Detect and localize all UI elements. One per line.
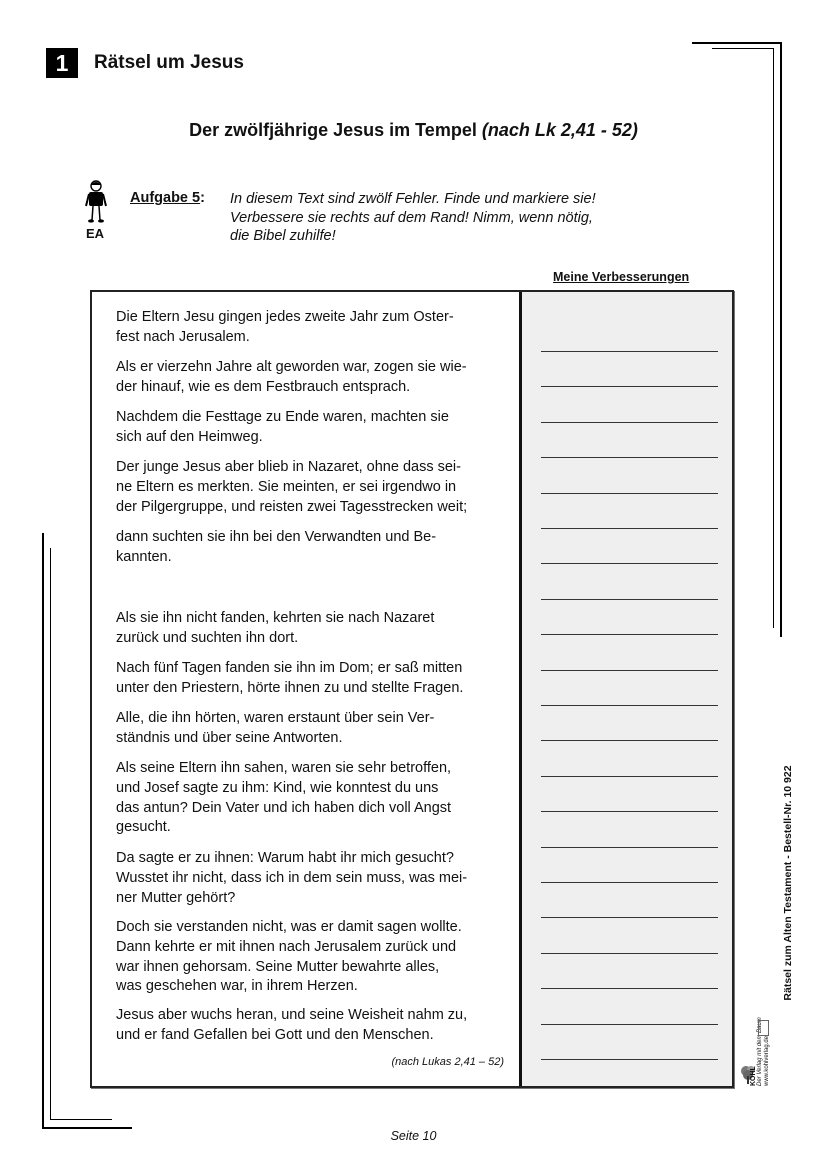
task-label-colon: : (200, 190, 205, 206)
answer-line[interactable] (541, 493, 718, 494)
answer-line[interactable] (541, 599, 718, 600)
publisher-brand: KOHL (750, 1066, 757, 1086)
ea-label: EA (86, 226, 105, 241)
answer-line[interactable] (541, 1024, 718, 1025)
text-paragraph (116, 1006, 510, 1046)
publisher-url: www.kohlverlag.de (764, 1035, 770, 1086)
answer-line[interactable] (541, 386, 718, 387)
chapter-title: Rätsel um Jesus (94, 52, 244, 73)
text-line: und er fand Gefallen bei Gott und den Menschen. (116, 1026, 434, 1043)
text-paragraph (116, 358, 510, 398)
badge-icon (758, 1020, 769, 1036)
text-line: ne Eltern es merkten. Sie meinten, er sei irgendwo in (116, 478, 457, 495)
answer-line[interactable] (541, 705, 718, 706)
text-line: Nachdem die Festtage zu Ende waren, machten sie (116, 409, 449, 425)
text-paragraph (116, 709, 510, 749)
answer-line[interactable] (541, 670, 718, 671)
text-paragraph (116, 528, 510, 568)
corrections-heading: Meine Verbesserungen (553, 270, 690, 284)
child-figure-icon (84, 180, 108, 224)
source-note: (nach Lukas 2,41 – 52) (391, 1056, 504, 1068)
answer-line[interactable] (541, 953, 718, 954)
text-line: der Pilgergruppe, und reisten zwei Tagesstrecken weit; (116, 498, 468, 515)
publisher-tagline: Der Verlag mit dem Baum (757, 1017, 763, 1086)
text-line: und Josef sagte zu ihm: Kind, wie konntest du uns (116, 779, 439, 796)
task-instruction-line: die Bibel zuhilfe! (230, 228, 336, 244)
answer-line[interactable] (541, 634, 718, 635)
answer-line[interactable] (541, 1059, 718, 1060)
text-line: war ihnen gehorsam. Seine Mutter bewahrte alles, (116, 958, 440, 975)
text-line: das antun? Dein Vater und ich haben dich voll Angst (116, 799, 452, 816)
text-line: sich auf den Heimweg. (116, 428, 263, 445)
text-line: Jesus aber wuchs heran, und seine Weisheit nahm zu, (116, 1007, 468, 1023)
text-paragraph (116, 609, 510, 649)
task-label-text: Aufgabe 5 (130, 190, 201, 206)
text-line: Der junge Jesus aber blieb in Nazaret, ohne dass sei- (116, 459, 461, 475)
answer-line[interactable] (541, 740, 718, 741)
task-instruction-line: Verbessere sie rechts auf dem Rand! Nimm, wenn nötig, (230, 209, 593, 226)
text-line: Nach fünf Tagen fanden sie ihn im Dom; er saß mitten (116, 660, 463, 676)
text-line: Wusstet ihr nicht, dass ich in dem sein muss, was mei- (116, 869, 468, 886)
answer-line[interactable] (541, 811, 718, 812)
text-paragraph (116, 659, 510, 699)
text-paragraph (116, 849, 510, 908)
answer-line[interactable] (541, 882, 718, 883)
text-paragraph (116, 918, 510, 997)
text-line: zurück und suchten ihn dort. (116, 629, 299, 646)
text-line: der hinauf, wie es dem Festbrauch entsprach. (116, 378, 411, 395)
text-line: fest nach Jerusalem. (116, 328, 250, 345)
frame-line (712, 48, 774, 49)
text-line: ständnis und über seine Antworten. (116, 729, 343, 746)
text-line: dann suchten sie ihn bei den Verwandten und Be- (116, 529, 437, 545)
text-paragraph (116, 458, 510, 517)
worksheet-title (0, 120, 827, 141)
text-paragraph (116, 408, 510, 448)
text-line: was geschehen war, in ihrem Herzen. (116, 978, 358, 995)
frame-line (692, 42, 782, 44)
side-publication-text: Rätsel zum Alten Testament - Bestell-Nr. 10 922 (782, 765, 794, 1001)
text-line: Da sagte er zu ihnen: Warum habt ihr mich gesucht? (116, 850, 454, 866)
text-line: Als er vierzehn Jahre alt geworden war, zogen sie wie- (116, 359, 467, 375)
worksheet-title-main: Der zwölfjährige Jesus im Tempel (189, 120, 477, 140)
task-instructions (230, 190, 670, 246)
text-paragraph (116, 308, 510, 348)
kohl-verlag-logo (740, 1017, 772, 1088)
frame-line (50, 1119, 112, 1120)
answer-line[interactable] (541, 988, 718, 989)
answer-line[interactable] (541, 457, 718, 458)
answer-line[interactable] (541, 422, 718, 423)
answer-line[interactable] (541, 917, 718, 918)
answer-line[interactable] (541, 776, 718, 777)
worksheet-title-reference: (nach Lk 2,41 - 52) (481, 120, 638, 140)
chapter-number: 1 (46, 48, 78, 78)
text-line: Doch sie verstanden nicht, was er damit sagen wollte. (116, 919, 462, 935)
side-publication-info (781, 752, 795, 1014)
text-line: Als sie ihn nicht fanden, kehrten sie nach Nazaret (116, 610, 435, 626)
answer-line[interactable] (541, 563, 718, 564)
text-line: gesucht. (116, 819, 171, 836)
task-label (130, 190, 205, 206)
text-line: Als seine Eltern ihn sahen, waren sie sehr betroffen, (116, 760, 452, 776)
text-line: Dann kehrte er mit ihnen nach Jerusalem zurück und (116, 938, 457, 955)
text-line: Die Eltern Jesu gingen jedes zweite Jahr zum Oster- (116, 309, 454, 325)
answer-line[interactable] (541, 351, 718, 352)
frame-line (42, 533, 44, 1129)
text-line: kannten. (116, 548, 172, 565)
text-paragraph (116, 759, 510, 838)
frame-line (50, 548, 51, 1119)
page-number: Seite 10 (390, 1129, 437, 1143)
text-line: Alle, die ihn hörten, waren erstaunt über sein Ver- (116, 710, 435, 726)
corrections-column (522, 292, 732, 1086)
answer-line[interactable] (541, 847, 718, 848)
task-instruction-line: In diesem Text sind zwölf Fehler. Finde und markiere sie! (230, 191, 596, 207)
column-divider (519, 292, 522, 1086)
answer-line[interactable] (541, 528, 718, 529)
text-line: ner Mutter gehört? (116, 889, 236, 906)
text-line: unter den Priestern, hörte ihnen zu und stellte Fragen. (116, 679, 464, 696)
